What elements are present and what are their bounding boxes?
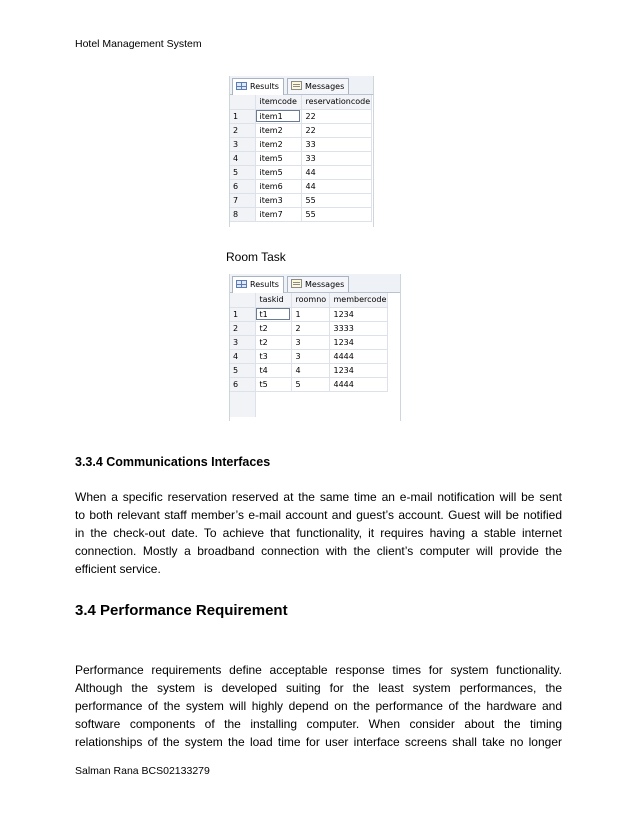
grid-cell[interactable]: 3333 <box>329 321 387 335</box>
results-table <box>230 95 372 222</box>
text-line: performance of the system will highly depend on the performance of the hardware and <box>75 699 562 713</box>
messages-icon <box>291 279 302 288</box>
grid-cell[interactable]: 1234 <box>329 307 387 321</box>
table-row[interactable] <box>230 349 387 363</box>
grid-cell[interactable]: 1234 <box>329 363 387 377</box>
row-number: 4 <box>230 349 255 363</box>
text-line: to both relevant staff member’s e-mail account and guest’s account. Guest will be notified <box>75 508 562 522</box>
results-tab[interactable]: Results <box>232 78 284 95</box>
grid-cell[interactable]: item5 <box>255 165 301 179</box>
table-row[interactable] <box>230 193 371 207</box>
grid-cell[interactable]: 33 <box>301 137 371 151</box>
results-tab[interactable]: Results <box>232 276 284 293</box>
row-number: 5 <box>230 165 255 179</box>
column-header-row <box>230 95 371 109</box>
results-grid-reservation-items <box>229 76 374 227</box>
table-row[interactable] <box>230 165 371 179</box>
column-header[interactable]: taskid <box>255 293 291 307</box>
table-row[interactable] <box>230 137 371 151</box>
text-line: software components of the installing computer. When consider about the timing <box>75 717 562 731</box>
grid-cell[interactable]: 2 <box>291 321 329 335</box>
text-line: connection. Mostly a broadband connection with the client’s computer will provide the <box>75 544 562 558</box>
text-line: efficient service. <box>75 562 161 576</box>
grid-cell[interactable]: item2 <box>255 123 301 137</box>
text-line: Performance requirements define acceptable response times for system functionality. <box>75 663 562 677</box>
table-row[interactable] <box>230 307 387 321</box>
column-header[interactable]: membercode <box>329 293 387 307</box>
table-row[interactable] <box>230 377 387 391</box>
table-row[interactable] <box>230 363 387 377</box>
grid-cell[interactable]: 1234 <box>329 335 387 349</box>
row-number: 4 <box>230 151 255 165</box>
figure-caption: Room Task <box>226 250 286 264</box>
grid-cell[interactable]: item5 <box>255 151 301 165</box>
grid-cell[interactable]: 22 <box>301 109 371 123</box>
text-line: in the check-out date. To achieve that functionality, it requires having a stable internet <box>75 526 562 540</box>
grid-icon <box>236 82 247 90</box>
paragraph-performance <box>75 661 562 751</box>
table-row[interactable] <box>230 123 371 137</box>
paragraph-communications <box>75 488 562 578</box>
row-number-filler-cell <box>230 391 255 417</box>
results-grid-room-task <box>229 274 401 421</box>
grid-cell[interactable]: t5 <box>255 377 291 391</box>
grid-cell[interactable]: 33 <box>301 151 371 165</box>
grid-cell[interactable]: 55 <box>301 207 371 221</box>
column-header[interactable]: itemcode <box>255 95 301 109</box>
grid-cell[interactable]: 5 <box>291 377 329 391</box>
grid-cell[interactable]: 3 <box>291 349 329 363</box>
row-number: 8 <box>230 207 255 221</box>
results-tab-strip <box>230 274 400 293</box>
table-row[interactable] <box>230 207 371 221</box>
grid-cell[interactable]: 3 <box>291 335 329 349</box>
row-number-filler <box>230 391 387 417</box>
row-number: 6 <box>230 179 255 193</box>
column-header[interactable]: roomno <box>291 293 329 307</box>
grid-cell[interactable]: 44 <box>301 165 371 179</box>
row-number: 1 <box>230 307 255 321</box>
grid-cell[interactable]: item6 <box>255 179 301 193</box>
messages-tab[interactable]: Messages <box>287 276 349 292</box>
page-header: Hotel Management System <box>75 38 202 50</box>
grid-cell[interactable]: t3 <box>255 349 291 363</box>
section-heading-communications-interfaces: 3.3.4 Communications Interfaces <box>75 455 271 469</box>
section-heading-performance-requirement: 3.4 Performance Requirement <box>75 602 288 619</box>
text-line: relationships of the system the load time for user interface screens shall take no longer <box>75 735 562 749</box>
corner-cell <box>230 293 255 307</box>
results-table <box>230 293 388 417</box>
grid-cell[interactable]: 4 <box>291 363 329 377</box>
grid-cell[interactable]: item7 <box>255 207 301 221</box>
table-row[interactable] <box>230 321 387 335</box>
grid-cell[interactable]: t1 <box>255 307 291 321</box>
row-number: 5 <box>230 363 255 377</box>
table-row[interactable] <box>230 335 387 349</box>
grid-cell[interactable]: item1 <box>255 109 301 123</box>
corner-cell <box>230 95 255 109</box>
grid-cell[interactable]: 1 <box>291 307 329 321</box>
row-number: 3 <box>230 137 255 151</box>
column-header[interactable]: reservationcode <box>301 95 371 109</box>
results-tab-strip <box>230 76 373 95</box>
grid-cell[interactable]: t2 <box>255 321 291 335</box>
messages-tab[interactable]: Messages <box>287 78 349 94</box>
grid-cell[interactable]: 4444 <box>329 349 387 363</box>
table-row[interactable] <box>230 179 371 193</box>
grid-cell[interactable]: 4444 <box>329 377 387 391</box>
grid-cell[interactable]: 22 <box>301 123 371 137</box>
grid-cell[interactable]: item2 <box>255 137 301 151</box>
grid-cell[interactable]: 55 <box>301 193 371 207</box>
row-number: 6 <box>230 377 255 391</box>
text-line: When a specific reservation reserved at the same time an e-mail notification will be sent <box>75 490 562 504</box>
table-row[interactable] <box>230 151 371 165</box>
row-number: 2 <box>230 321 255 335</box>
grid-cell[interactable]: t4 <box>255 363 291 377</box>
row-number: 1 <box>230 109 255 123</box>
row-number: 3 <box>230 335 255 349</box>
row-number: 7 <box>230 193 255 207</box>
text-line: Although the system is developed suiting for the least system performances, the <box>75 681 562 695</box>
grid-cell[interactable]: t2 <box>255 335 291 349</box>
row-number: 2 <box>230 123 255 137</box>
grid-cell[interactable]: 44 <box>301 179 371 193</box>
column-header-row <box>230 293 387 307</box>
grid-icon <box>236 280 247 288</box>
grid-cell[interactable]: item3 <box>255 193 301 207</box>
table-row[interactable] <box>230 109 371 123</box>
page-footer: Salman Rana BCS02133279 <box>75 765 210 777</box>
messages-icon <box>291 81 302 90</box>
